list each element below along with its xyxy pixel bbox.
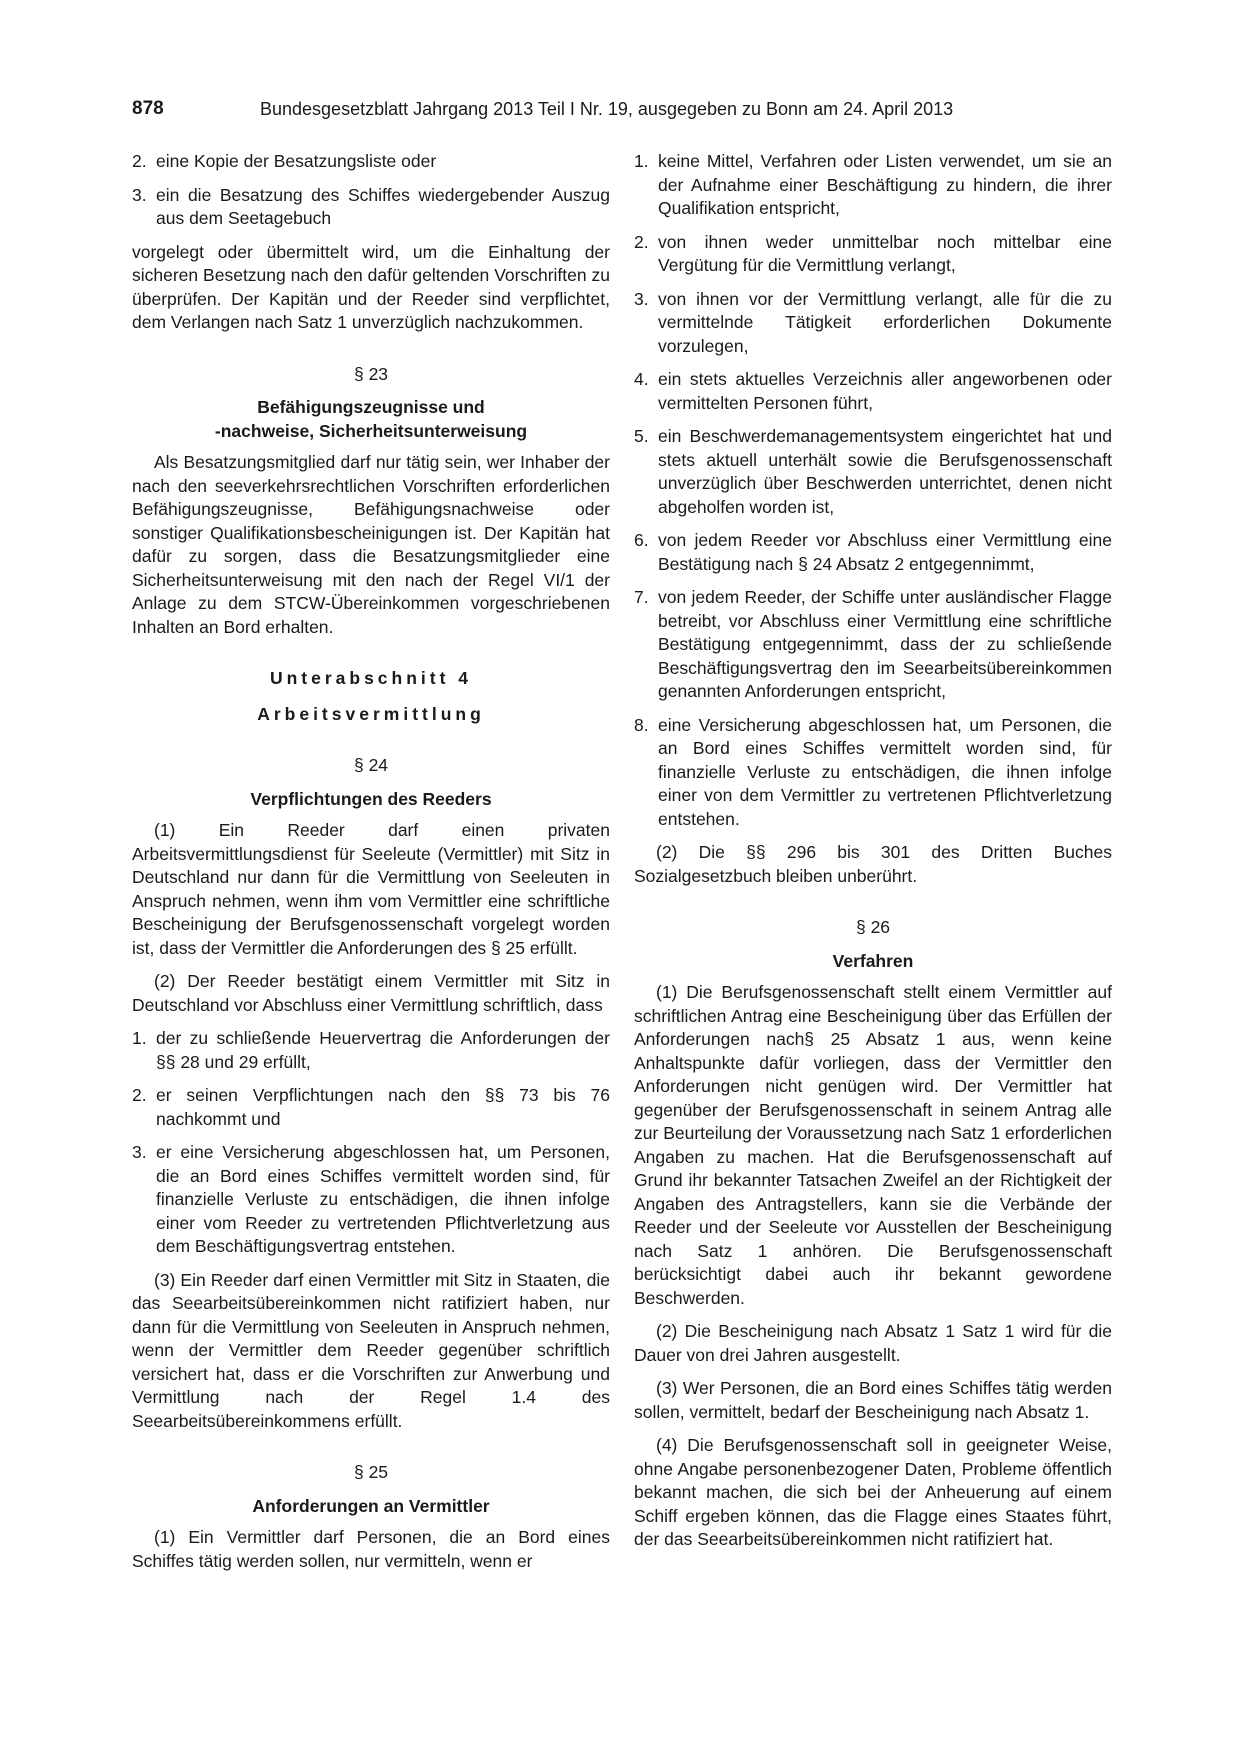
section-number: § 25	[353, 1462, 389, 1482]
list-text: eine Kopie der Besatzungsliste oder	[156, 151, 437, 171]
section-number: § 26	[855, 917, 891, 937]
paragraph: (1) Ein Reeder darf einen privaten Arbeitsvermittlungsdienst für Seeleute (Vermittler) mit Sitz in Deutschland nur dann für die Vermittlung von Seeleuten in Anspruch nehmen, wenn ihm vom Vermittler eine schriftliche Bescheinigung der Berufsgenossenschaft vorgelegt worden ist, dass der Vermittler die Anforderungen des § 25 erfüllt.	[132, 820, 610, 958]
page-number: 878	[132, 98, 164, 119]
list-text: ein Beschwerdemanagementsystem eingerichtet hat und stets aktuell unterhält sowie die Berufsgenossenschaft unverzüglich über Beschwerden unterrichtet, denen nicht abgeholfen worden ist,	[658, 426, 1112, 517]
page-header	[132, 98, 1112, 130]
list-item	[132, 1084, 610, 1131]
paragraph: (2) Die §§ 296 bis 301 des Dritten Buches Sozialgesetzbuch bleiben unberührt.	[634, 842, 1112, 886]
section-number: § 24	[353, 755, 389, 775]
list-item	[634, 150, 1112, 221]
list-item	[634, 425, 1112, 519]
list-item	[132, 1027, 610, 1074]
list-item	[132, 1141, 610, 1259]
list-item	[634, 714, 1112, 832]
running-title: Bundesgesetzblatt Jahrgang 2013 Teil I Nr. 19, ausgegeben zu Bonn am 24. April 2013	[260, 99, 954, 119]
section-title: Verfahren	[832, 950, 914, 971]
section-title-line: Befähigungszeugnisse und	[257, 397, 485, 417]
list-text: eine Versicherung abgeschlossen hat, um Personen, die an Bord eines Schiffes vermittelt worden sind, für finanzielle Verluste zu entschädigen, die ihnen infolge einer von dem Vermittler zu vertretenen Pflichtverletzung entstehen.	[658, 714, 1112, 829]
list-item	[634, 288, 1112, 359]
list-number: 3.	[634, 288, 649, 309]
list-item	[132, 184, 610, 231]
list-number: 7.	[634, 587, 649, 607]
subsection-title: Arbeitsvermittlung	[257, 703, 485, 724]
list-item	[132, 150, 610, 174]
list-text: von jedem Reeder vor Abschluss einer Vermittlung eine Bestätigung nach § 24 Absatz 2 entgegennimmt,	[658, 530, 1112, 574]
paragraph: Als Besatzungsmitglied darf nur tätig sein, wer Inhaber der nach den seeverkehrsrechtlichen Vorschriften erforderlichen Befähigungszeugnisse, Befähigungsnachweise oder sonstiger Qualifikationsbescheinigungen ist. Der Kapitän hat dafür zu sorgen, dass die Besatzungsmitglieder eine Sicherheitsunterweisung mit den nach der Regel VI/1 der Anlage zu dem STCW-Übereinkommen vorgeschriebenen Inhalten an Bord erhalten.	[132, 452, 610, 637]
list-number: 3.	[132, 1142, 147, 1162]
section-title	[132, 396, 610, 443]
list-item	[634, 368, 1112, 415]
section-title-line: -nachweise, Sicherheitsunterweisung	[214, 420, 528, 441]
list-number: 2.	[132, 1085, 147, 1105]
list-item	[634, 529, 1112, 576]
list-number: 3.	[132, 184, 147, 205]
list-number: 1.	[132, 1028, 147, 1048]
paragraph: (3) Wer Personen, die an Bord eines Schiffes tätig werden sollen, vermittelt, bedarf der Bescheinigung nach Absatz 1.	[634, 1378, 1112, 1422]
list-text: ein stets aktuelles Verzeichnis aller angeworbenen oder vermittelten Personen führt,	[658, 369, 1112, 413]
paragraph: (1) Ein Vermittler darf Personen, die an Bord eines Schiffes tätig werden sollen, nur vermitteln, wenn er	[132, 1527, 610, 1571]
section-title: Anforderungen an Vermittler	[252, 1495, 490, 1516]
paragraph: (3) Ein Reeder darf einen Vermittler mit Sitz in Staaten, die das Seearbeitsübereinkommen nicht ratifiziert haben, nur dann für die Vermittlung von Seeleuten in Anspruch nehmen, wenn der Vermittler dem Reeder gegenüber schriftlich versichert hat, dass er die Vorschriften zur Anwerbung und Vermittlung nach der Regel 1.4 des Seearbeitsübereinkommens erfüllt.	[132, 1269, 610, 1431]
list-item	[634, 231, 1112, 278]
list-item	[634, 586, 1112, 704]
list-number: 8.	[634, 714, 649, 735]
subsection-label: Unterabschnitt 4	[269, 668, 473, 688]
paragraph: (2) Der Reeder bestätigt einem Vermittler mit Sitz in Deutschland vor Abschluss einer Vermittlung schriftlich, dass	[132, 971, 610, 1015]
list-number: 5.	[634, 426, 649, 446]
section-title: Verpflichtungen des Reeders	[250, 788, 492, 809]
paragraph: (2) Die Bescheinigung nach Absatz 1 Satz 1 wird für die Dauer von drei Jahren ausgestellt.	[634, 1321, 1112, 1365]
right-column	[634, 150, 1112, 1562]
list-text: von ihnen weder unmittelbar noch mittelbar eine Vergütung für die Vermittlung verlangt,	[658, 231, 1112, 275]
list-number: 2.	[634, 231, 649, 252]
list-number: 2.	[132, 151, 147, 171]
list-text: der zu schließende Heuervertrag die Anforderungen der §§ 28 und 29 erfüllt,	[156, 1028, 610, 1072]
list-text: von jedem Reeder, der Schiffe unter ausländischer Flagge betreibt, vor Abschluss einer Vermittlung eine schriftliche Bestätigung entgegennimmt, dass der zu schließende Beschäftigungsvertrag den im Seearbeitsübereinkommen genannten Anforderungen entspricht,	[658, 587, 1112, 701]
list-text: er eine Versicherung abgeschlossen hat, um Personen, die an Bord eines Schiffes vermittelt worden sind, für finanzielle Verluste zu entschädigen, die ihnen infolge einer vom Reeder zu vertretenden Pflichtverletzung aus dem Beschäftigungsvertrag entstehen.	[156, 1142, 610, 1256]
paragraph: (4) Die Berufsgenossenschaft soll in geeigneter Weise, ohne Angabe personenbezogener Daten, Probleme öffentlich bekannt machen, die sich bei der Anheuerung auf einem Schiff ergeben können, das die Flagge eines Staates führt, der das Seearbeitsübereinkommen nicht ratifiziert hat.	[634, 1435, 1112, 1549]
section-number: § 23	[353, 363, 389, 384]
list-text: von ihnen vor der Vermittlung verlangt, alle für die zu vermittelnde Tätigkeit erforderlichen Dokumente vorzulegen,	[658, 288, 1112, 356]
list-text: ein die Besatzung des Schiffes wiedergebender Auszug aus dem Seetagebuch	[156, 184, 610, 228]
list-text: keine Mittel, Verfahren oder Listen verwendet, um sie an der Aufnahme einer Beschäftigung zu hindern, die ihrer Qualifikation entspricht,	[658, 151, 1112, 218]
list-text: er seinen Verpflichtungen nach den §§ 73 bis 76 nachkommt und	[156, 1085, 610, 1129]
paragraph: (1) Die Berufsgenossenschaft stellt einem Vermittler auf schriftlichen Antrag eine Bescheinigung über das Erfüllen der Anforderungen nach§ 25 Absatz 1 aus, wenn keine Anhaltspunkte dafür vorliegen, dass der Vermittler den Anforderungen nicht genügen wird. Der Vermittler hat gegenüber der Berufsgenossenschaft in seinem Antrag alle zur Beurteilung der Voraussetzung nach Satz 1 erforderlichen Angaben zu machen. Hat die Berufsgenossenschaft auf Grund ihr bekannter Tatsachen Zweifel an der Richtigkeit der Angaben des Antragstellers, kann sie die Verbände der Reeder und der Seeleute vor Ausstellen der Bescheinigung nach Satz 1 anhören. Die Berufsgenossenschaft berücksichtigt dabei auch ihr bekannt gewordene Beschwerden.	[634, 982, 1112, 1308]
list-number: 4.	[634, 369, 649, 389]
list-number: 6.	[634, 530, 649, 550]
list-number: 1.	[634, 151, 649, 171]
left-column	[132, 150, 610, 1583]
paragraph: vorgelegt oder übermittelt wird, um die Einhaltung der sicheren Besetzung nach den dafür geltenden Vorschriften zu überprüfen. Der Kapitän und der Reeder sind verpflichtet, dem Verlangen nach Satz 1 unverzüglich nachzukommen.	[132, 241, 610, 332]
